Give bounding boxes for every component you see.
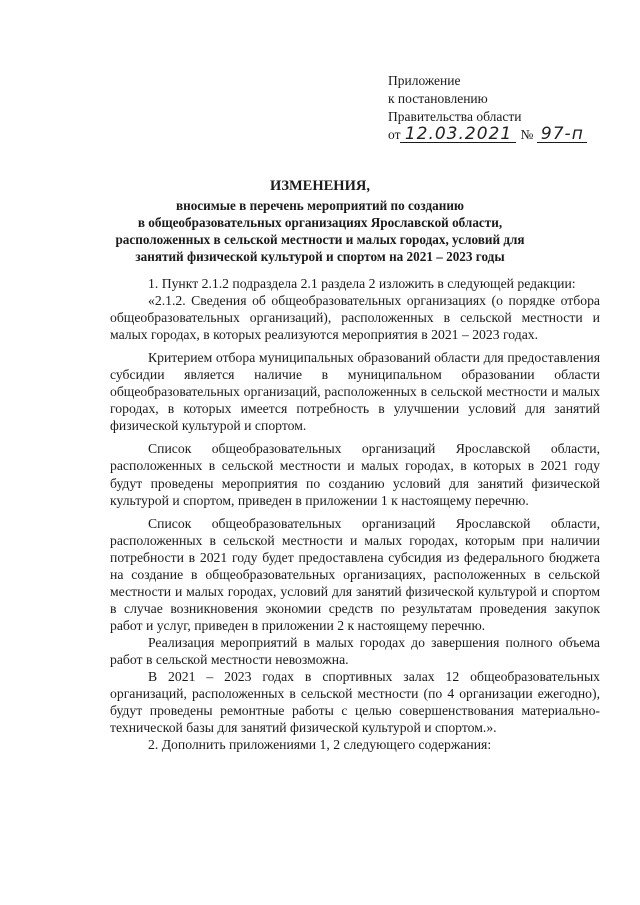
paragraph-4: Список общеобразовательных организаций Ярославской области, расположенных в сельской местности и малых городах, в которых в 2021 году будут проведены мероприятия по созданию условий для занятий физической культурой и спортом, приведен в приложении 1 к настоящему перечню. (110, 441, 600, 508)
stamp-line-government: Правительства области (388, 109, 522, 124)
document-title (110, 176, 530, 265)
paragraph-7: В 2021 – 2023 годах в спортивных залах 12 общеобразовательных организаций, расположенных в сельской местности (по 4 организации ежегодно), будут проведены ремонтные работы с целью совершенствования материально-технической базы для занятий физической культурой и спортом.». (110, 669, 600, 736)
stamp-date-number-line (388, 126, 587, 144)
paragraph-5: Список общеобразовательных организаций Ярославской области, расположенных в сельской местности и малых городах, которым при наличии потребности в 2021 году будет предоставлена субсидия из федерального бюджета на создание в общеобразовательных организациях, расположенных в сельской местности и малых городах, условий для занятий физической культурой и спортом в случае возникновения экономии средств по результатам проведения закупок работ и услуг, приведен в приложении 2 к настоящему перечню. (110, 515, 600, 633)
appendix-stamp (388, 72, 587, 144)
title-main: ИЗМЕНЕНИЯ, (270, 178, 370, 194)
handwritten-number: 97-п (537, 126, 587, 143)
handwritten-date: 12.03.2021 (400, 126, 516, 143)
stamp-line-resolution: к постановлению (388, 91, 488, 106)
paragraph-1: 1. Пункт 2.1.2 подраздела 2.1 раздела 2 изложить в следующей редакции: (148, 276, 576, 291)
title-line-4: занятий физической культурой и спортом на 2021 – 2023 годы (135, 249, 505, 264)
number-sign: № (520, 127, 534, 142)
paragraph-3: Критерием отбора муниципальных образований области для предоставления субсидии является наличие в муниципальном образовании области общеобразовательных организаций, расположенных в сельской местности и малых городах, в которых имеется потребность в улучшении условий для занятий физической культурой и спортом. (110, 350, 600, 434)
paragraph-8: 2. Дополнить приложениями 1, 2 следующего содержания: (148, 737, 492, 753)
paragraph-6: Реализация мероприятий в малых городах до завершения полного объема работ в сельской местности невозможна. (110, 634, 600, 667)
title-line-2: в общеобразовательных организациях Ярославской области, (137, 215, 503, 230)
title-line-3: расположенных в сельской местности и малых городах, условий для (115, 232, 525, 247)
title-line-1: вносимые в перечень мероприятий по созданию (175, 198, 465, 213)
stamp-ot-label: от (388, 127, 401, 142)
stamp-line-appendix: Приложение (388, 73, 461, 88)
paragraph-2: «2.1.2. Сведения об общеобразовательных организациях (о порядке отбора общеобразовательных организаций), расположенных в сельской местности и малых городах, в которых реализуются мероприятия в 2021 – 2023 годах. (110, 293, 600, 343)
document-body (110, 275, 600, 753)
